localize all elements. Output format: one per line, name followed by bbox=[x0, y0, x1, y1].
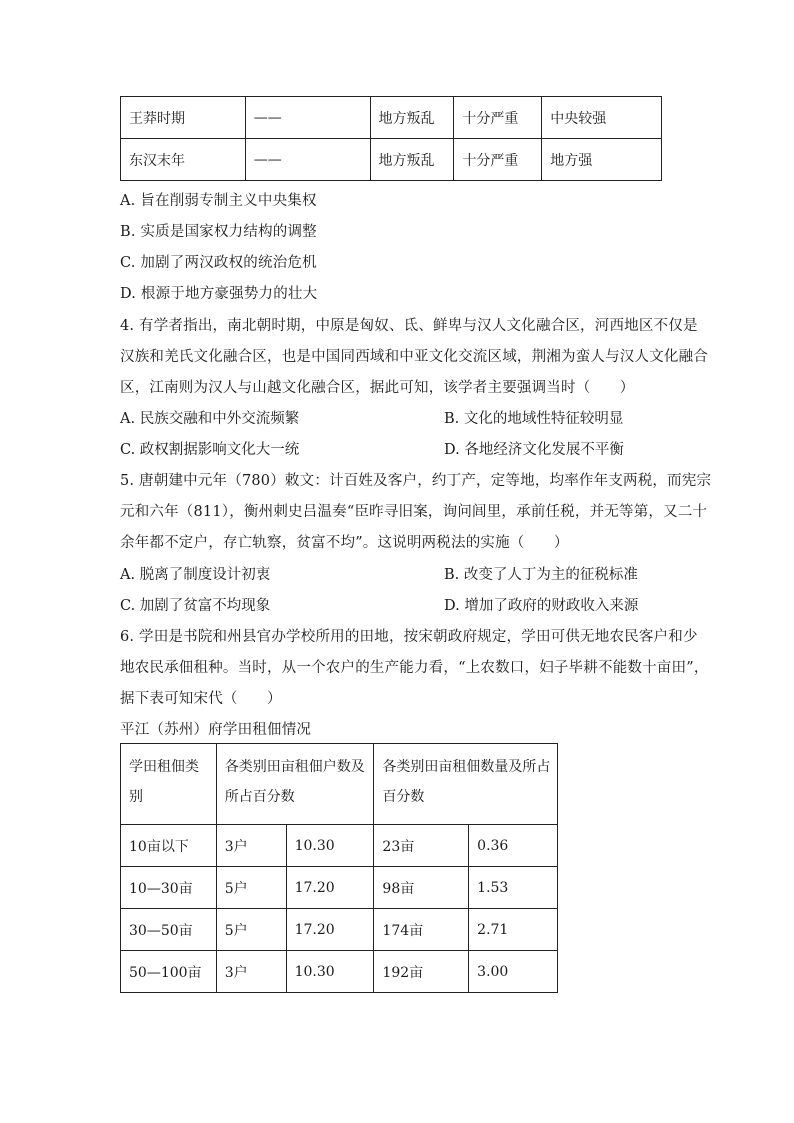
table-row bbox=[121, 139, 662, 181]
table-row bbox=[121, 951, 558, 993]
q6-stem-line: 据下表可知宋代（ ） bbox=[120, 691, 282, 707]
table-cell: —— bbox=[245, 97, 370, 139]
table-cell: 地方叛乱 bbox=[370, 97, 454, 139]
table-cell: 1.53 bbox=[469, 867, 558, 909]
q4-stem-line: 区，江南则为汉人与山越文化融合区，据此可知，该学者主要强调当时（ ） bbox=[120, 380, 635, 396]
table-row bbox=[121, 825, 558, 867]
table-title: 平江（苏州）府学田租佃情况 bbox=[120, 722, 312, 738]
table-cell: 十分严重 bbox=[454, 139, 542, 181]
table-header-cell: 各类别田亩租佃数量及所占百分数 bbox=[374, 744, 558, 825]
table-cell: 10.30 bbox=[286, 951, 374, 993]
table-cell: 5户 bbox=[216, 867, 286, 909]
q4-option-a: A. 民族交融和中外交流频繁 bbox=[120, 411, 300, 427]
q4-option-d: D. 各地经济文化发展不平衡 bbox=[444, 442, 624, 458]
table-cell: 30—50亩 bbox=[121, 909, 217, 951]
table-header-cell: 学田租佃类别 bbox=[121, 744, 217, 825]
table-cell: 10亩以下 bbox=[121, 825, 217, 867]
q3-option-a: A. 旨在削弱专制主义中央集权 bbox=[120, 193, 317, 209]
q5-stem-line: 余年都不定户，存亡轨察，贫富不均”。这说明两税法的实施（ ） bbox=[120, 535, 569, 551]
q5-stem-line: 元和六年（811），衡州刺史吕温奏“臣昨寻旧案，询问闾里，承前任税，并无等第，又二十 bbox=[120, 504, 708, 520]
comparison-table bbox=[120, 96, 662, 181]
q5-option-b: B. 改变了人丁为主的征税标准 bbox=[444, 567, 638, 583]
table-cell: 3户 bbox=[216, 951, 286, 993]
table-cell: 17.20 bbox=[286, 867, 374, 909]
q6-stem-line: 地农民承佃租种。当时，从一个农户的生产能力看，“上农数口，妇子毕耕不能数十亩田”， bbox=[120, 660, 709, 676]
table-cell: 3户 bbox=[216, 825, 286, 867]
table-cell: 50—100亩 bbox=[121, 951, 217, 993]
q4-stem-line: 汉族和羌氏文化融合区，也是中国同西域和中亚文化交流区域，荆湘为蛮人与汉人文化融合 bbox=[120, 349, 708, 365]
table-cell: 10.30 bbox=[286, 825, 374, 867]
table-cell: 23亩 bbox=[374, 825, 469, 867]
q3-option-d: D. 根源于地方豪强势力的壮大 bbox=[120, 286, 318, 302]
table-header-cell: 各类别田亩租佃户数及所占百分数 bbox=[216, 744, 374, 825]
q5-option-d: D. 增加了政府的财政收入来源 bbox=[444, 598, 639, 614]
table-cell: 10—30亩 bbox=[121, 867, 217, 909]
table-cell: 98亩 bbox=[374, 867, 469, 909]
table-row bbox=[121, 867, 558, 909]
table-header-row bbox=[121, 744, 558, 825]
table-cell: 174亩 bbox=[374, 909, 469, 951]
q4-stem-line: 4. 有学者指出，南北朝时期，中原是匈奴、氐、鲜卑与汉人文化融合区，河西地区不仅是 bbox=[120, 318, 698, 334]
table-cell: 十分严重 bbox=[454, 97, 542, 139]
table-cell: 地方强 bbox=[542, 139, 662, 181]
table-cell: 地方叛乱 bbox=[370, 139, 454, 181]
table-cell: 中央较强 bbox=[542, 97, 662, 139]
table-cell: 17.20 bbox=[286, 909, 374, 951]
table-cell: 0.36 bbox=[469, 825, 558, 867]
table-row bbox=[121, 97, 662, 139]
q4-option-c: C. 政权割据影响文化大一统 bbox=[120, 442, 300, 458]
q5-stem-line: 5. 唐朝建中元年（780）敕文：计百姓及客户，约丁产，定等地，均率作年支两税，而宪宗 bbox=[120, 473, 712, 489]
q4-option-b: B. 文化的地域性特征较明显 bbox=[444, 411, 624, 427]
school-land-table bbox=[120, 743, 558, 993]
q6-stem-line: 6. 学田是书院和州县官办学校所用的田地，按宋朝政府规定，学田可供无地农民客户和少 bbox=[120, 629, 698, 645]
table-cell: 东汉末年 bbox=[121, 139, 246, 181]
q5-option-a: A. 脱离了制度设计初衷 bbox=[120, 567, 271, 583]
table-cell: —— bbox=[245, 139, 370, 181]
q3-option-c: C. 加剧了两汉政权的统治危机 bbox=[120, 255, 317, 271]
table-cell: 5户 bbox=[216, 909, 286, 951]
q5-option-c: C. 加剧了贫富不均现象 bbox=[120, 598, 271, 614]
table-cell: 3.00 bbox=[469, 951, 558, 993]
table-row bbox=[121, 909, 558, 951]
table-cell: 2.71 bbox=[469, 909, 558, 951]
table-cell: 192亩 bbox=[374, 951, 469, 993]
table-cell: 王莽时期 bbox=[121, 97, 246, 139]
q3-option-b: B. 实质是国家权力结构的调整 bbox=[120, 224, 317, 240]
